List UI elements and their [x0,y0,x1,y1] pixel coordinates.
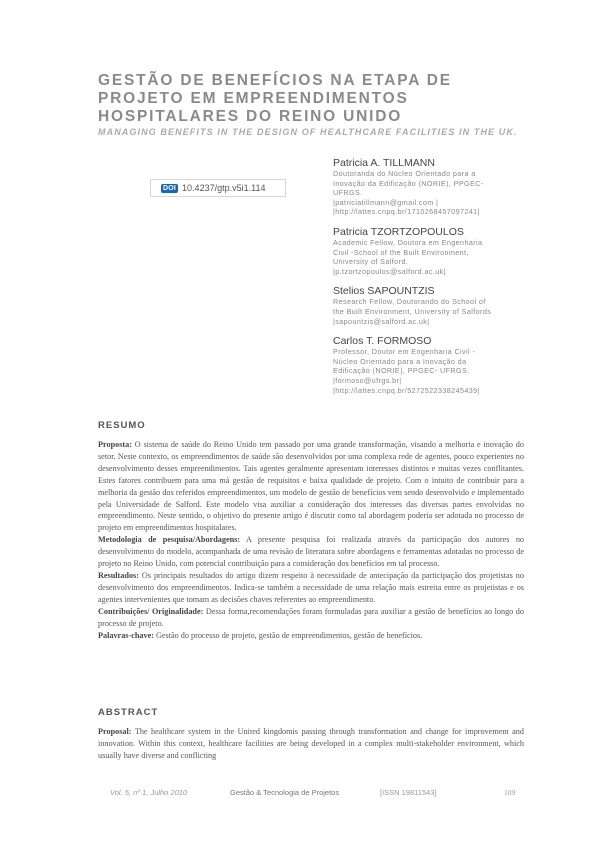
paragraph-text: A presente pesquisa foi realizada através da participação dos autores no desenvolvimento do modelo, acompanhada de uma revisão de literatura sobre abordagens e ferramentas adotadas no processo de projeto no Reino Unido, com potencial contribuição para a consideração dos benefícios em tal processo. [98,535,525,569]
author-link[interactable]: |http://lattes.cnpq.br/5272522338245439| [333,385,480,395]
author-affiliation: Academic Fellow, Doutora em Engenharia [333,237,483,247]
footer-issn: [ISSN 19811543] [380,788,437,797]
abstract-body [98,726,524,762]
abstract-paragraph [98,726,524,762]
author-affiliation: Núcleo Orientado para a Inovação da [333,356,467,366]
footer-journal: Gestão & Tecnologia de Projetos [230,788,340,797]
author-name: Patricia TZORTZOPOULOS [333,225,464,238]
author-block [333,285,533,326]
paragraph-label: Proposal: [98,727,132,736]
author-email[interactable]: |patriciatillmann@gmail.com | [333,197,439,207]
article-subtitle: MANAGING BENEFITS IN THE DESIGN OF HEALTHCARE FACILITIES IN THE UK. [98,127,518,137]
paragraph-label: Resultados: [98,570,139,580]
author-block [333,335,533,395]
author-block [333,157,533,217]
resumo-paragraph [98,570,524,606]
author-affiliation: UFRGS. [333,188,363,198]
author-name: Stelios SAPOUNTZIS [333,285,435,298]
abstract-heading: ABSTRACT [98,707,159,718]
paragraph-text: The healthcare system in the United kingdomis passing through transformation and change for improvement and innovation. Within this context, healthcare facilities are being developed in a complex multi-stakeholder environment, which usually have diverse and conflicting [98,727,524,760]
author-list [333,157,533,404]
author-name: Carlos T. FORMOSO [333,335,432,348]
paragraph-text: Dessa forma,recomendações foram formuladas para auxiliar a gestão de benefícios ao longo do processo de projeto. [98,606,524,628]
paragraph-label: Metodologia de pesquisa/Abordagens: [98,535,241,545]
doi-link[interactable]: 10.4237/gtp.v5i1.114 [182,183,266,193]
resumo-paragraph [98,606,524,630]
author-name: Patricia A. TILLMANN [333,157,435,169]
author-email[interactable]: |formoso@ufrgs.br| [333,375,402,385]
resumo-paragraph [98,630,524,642]
resumo-body [98,439,524,641]
author-affiliation: the Built Environment, University of Salfords [333,306,492,316]
paragraph-text: Gestão do processo de projeto, gestão de empreendimentos, gestão de benefícios. [153,630,423,640]
article-title: GESTÃO DE BENEFÍCIOS NA ETAPA DE PROJETO EM EMPREENDIMENTOS HOSPITALARES DO REINO UNIDO [98,72,452,125]
author-affiliation: Inovação da Edificação (NORIE), PPGEC- [333,178,484,188]
author-email[interactable]: |p.tzortzopoulos@salford.ac.uk| [333,266,446,276]
paragraph-label: Palavras-chave: [98,630,154,640]
page-number: 109 [504,788,516,797]
resumo-paragraph [98,534,524,570]
author-block [333,226,533,276]
author-affiliation: University of Salford. [333,257,409,267]
paragraph-text: Os principais resultados do artigo dizem respeito à necessidade de antecipação da participação dos projetistas no desenvolvimento dos empreendimentos. Indica-se também a necessidade de uma relação mais estreita entre os projetistas e os agentes intervenientes que tomam as decisões chaves referentes ao empreendimento. [98,570,524,604]
paragraph-text: O sistema de saúde do Reino Unido tem passado por uma grande transformação, visando a melhoria e inovação do setor. Neste contexto, os empreendimentos de saúde são desenvolvidos por uma complexa rede de agentes, pouco experientes no desenvolvimento desses empreendimentos. Tais agentes geralmente apresentam interesses distintos e muitas vezes conflitantes. Estes fatores contribuem para uma má gestão de requisitos e baixa qualidade de projeto. Com o intuito de contribuir para a melhoria da gestão dos referidos empreendimentos, um modelo de gestão de benefícios vem sendo desenvolvido e implementado pela Universidade de Salford. Este modelo visa auxiliar a consideração dos interesses das diversas partes envolvidas no empreendimento. Neste sentido, o objetivo do presente artigo é discutir como tal abordagem poderia ser adotada no processo de projeto em empreendimentos hospitalares. [98,440,524,533]
resumo-paragraph [98,439,524,534]
author-link[interactable]: |http://lattes.cnpq.br/1710268457097241| [333,207,480,217]
author-affiliation: Research Fellow, Doutorando do School of [333,297,486,307]
author-affiliation: Professor, Doutor em Engenharia Civil - [333,347,476,357]
author-affiliation: Doutoranda do Núcleo Orientado para a [333,169,476,178]
footer-volume: Vol. 5, nº 1, Julho 2010 [110,788,188,797]
paragraph-label: Contribuições/ Originalidade: [98,606,204,616]
paragraph-label: Proposta: [98,440,132,449]
author-affiliation: Edificação (NORIE), PPGEC- UFRGS. [333,366,470,376]
resumo-heading: RESUMO [98,420,146,431]
doi-box[interactable] [150,179,286,197]
author-email[interactable]: |sapountzis@salford.ac.uk| [333,316,430,326]
doi-icon: DOI [163,184,177,192]
author-affiliation: Civil -School of the Built Environment, [333,247,469,257]
